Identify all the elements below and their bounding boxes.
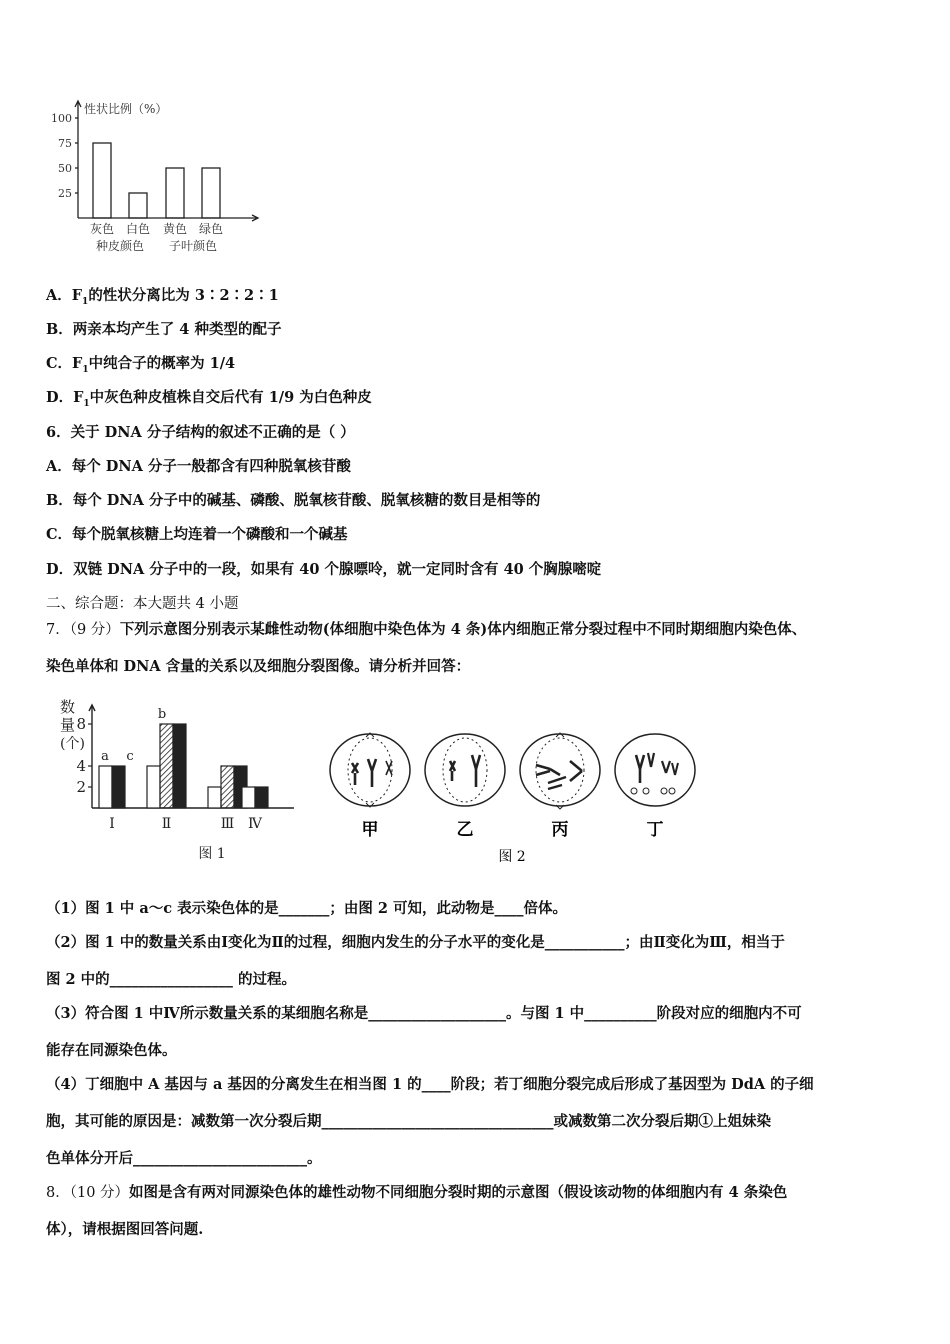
q6-option-d: D．双链 DNA 分子中的一段，如果有 40 个腺嘌呤，就一定同时含有 40 个胸腺嘧啶: [46, 561, 602, 578]
y-tick-label: 50: [58, 162, 72, 175]
fig1-group-label: Ⅲ: [220, 816, 235, 832]
q6-stem: 6．关于 DNA 分子结构的叙述不正确的是（ ）: [46, 424, 355, 441]
cell-bing: [520, 733, 600, 809]
fig1-bar-b-Ⅱ: [160, 724, 173, 808]
q6-option-b: B．每个 DNA 分子中的碱基、磷酸、脱氧核苷酸、脱氧核糖的数目是相等的: [46, 492, 541, 509]
figure-2-cell-images: [322, 725, 702, 870]
fig1-bar-a-Ⅰ: [99, 766, 112, 808]
fig1-y-tick-label: 2: [76, 778, 86, 796]
fig1-series-letter: c: [126, 749, 134, 764]
cell-label-ding: 丁: [646, 820, 664, 840]
q7-part2-line1: （2）图 1 中的数量关系由Ⅰ变化为Ⅱ的过程，细胞内发生的分子水平的变化是___________；由Ⅱ变化为Ⅲ，相当于: [46, 934, 785, 951]
q7-part4-line3: 色单体分开后________________________。: [46, 1150, 322, 1167]
fig1-series-letter: b: [157, 707, 167, 722]
cell-yi: [425, 734, 505, 806]
y-tick-label: 25: [58, 187, 72, 200]
fig1-bar-c-Ⅳ: [255, 787, 268, 808]
fig1-y-label: (个): [60, 736, 85, 752]
fig1-y-tick-label: 8: [76, 715, 86, 733]
bar-绿色: [202, 168, 220, 218]
chart-y-label: 性状比例（%）: [84, 102, 168, 116]
fig1-bar-a-Ⅳ: [242, 787, 255, 808]
section-heading: 二、综合题：本大题共 4 小题: [46, 596, 239, 612]
bar-白色: [129, 193, 147, 218]
x-category-label: 灰色: [89, 222, 115, 236]
fig1-group-label: Ⅱ: [161, 816, 172, 832]
fig1-bar-c-Ⅰ: [112, 766, 125, 808]
cell-label-yi: 乙: [456, 820, 474, 840]
bar-黄色: [166, 168, 184, 218]
cell-ding: [615, 734, 695, 806]
figure-1-caption: 图 1: [198, 846, 226, 862]
fig1-series-letter: a: [101, 749, 109, 764]
x-group-label: 子叶颜色: [168, 239, 218, 253]
fig1-bar-a-Ⅲ: [208, 787, 221, 808]
figure-1-bar-chart: [52, 698, 312, 868]
fig1-y-tick-label: 4: [76, 757, 86, 775]
q8-stem-line1: 8．（10 分）如图是含有两对同源染色体的雄性动物不同细胞分裂时期的示意图（假设该动物的体细胞内有 4 条染色: [46, 1184, 788, 1201]
fig1-y-label: 数: [60, 698, 76, 716]
fig1-group-label: Ⅰ: [109, 816, 115, 832]
q8-stem-line2: 体），请根据图回答问题.: [46, 1221, 204, 1238]
q5-option-a: A．$F_1$的性状分离比为 3∶2∶2∶1: [46, 287, 279, 307]
cell-jia: [330, 733, 410, 807]
x-category-label: 黄色: [162, 222, 188, 236]
q7-part3-line2: 能存在同源染色体。: [46, 1042, 177, 1059]
cell-label-bing: 丙: [551, 820, 569, 840]
q5-option-b: B．两亲本均产生了 4 种类型的配子: [46, 321, 282, 338]
bar-灰色: [93, 143, 111, 218]
q7-part3-line1: （3）符合图 1 中Ⅳ所示数量关系的某细胞名称是___________________。与图 1 中__________阶段对应的细胞内不可: [46, 1005, 802, 1022]
fig1-group-label: Ⅳ: [248, 816, 262, 832]
q5-option-d: D．$F_1$中灰色种皮植株自交后代有 1/9 为白色种皮: [46, 389, 372, 409]
figure-2-caption: 图 2: [498, 849, 526, 865]
q7-stem-line1: 7．（9 分）下列示意图分别表示某雌性动物(体细胞中染色体为 4 条)体内细胞正常分裂过程中不同时期细胞内染色体、: [46, 621, 807, 638]
fig1-bar-a-Ⅱ: [147, 766, 160, 808]
q7-part2-line2: 图 2 中的_________________ 的过程。: [46, 971, 296, 988]
y-tick-label: 100: [51, 112, 72, 125]
fig1-bar-b-Ⅲ: [221, 766, 234, 808]
q5-option-c: C．$F_1$中纯合子的概率为 1/4: [46, 355, 236, 375]
trait-ratio-chart: [40, 96, 270, 264]
y-tick-label: 75: [58, 137, 72, 150]
x-category-label: 绿色: [198, 222, 224, 236]
q6-option-c: C．每个脱氧核糖上均连着一个磷酸和一个碱基: [46, 526, 348, 543]
q6-option-a: A．每个 DNA 分子一般都含有四种脱氧核苷酸: [46, 458, 351, 475]
fig1-bar-c-Ⅱ: [173, 724, 186, 808]
cell-label-jia: 甲: [361, 820, 379, 840]
fig1-y-label: 量: [60, 716, 76, 734]
q7-stem-line2: 染色单体和 DNA 含量的关系以及细胞分裂图像。请分析并回答：: [46, 658, 471, 675]
x-category-label: 白色: [125, 222, 151, 236]
x-group-label: 种皮颜色: [95, 239, 145, 253]
q7-part4-line2: 胞，其可能的原因是：减数第一次分裂后期________________________________或减数第二次分裂后期①上姐妹染: [46, 1113, 771, 1130]
q7-part4-line1: （4）丁细胞中 A 基因与 a 基因的分离发生在相当图 1 的____阶段；若丁细胞分裂完成后形成了基因型为 DdA 的子细: [46, 1076, 814, 1093]
q7-part1: （1）图 1 中 a～c 表示染色体的是_______；由图 2 可知，此动物是____倍体。: [46, 900, 568, 917]
